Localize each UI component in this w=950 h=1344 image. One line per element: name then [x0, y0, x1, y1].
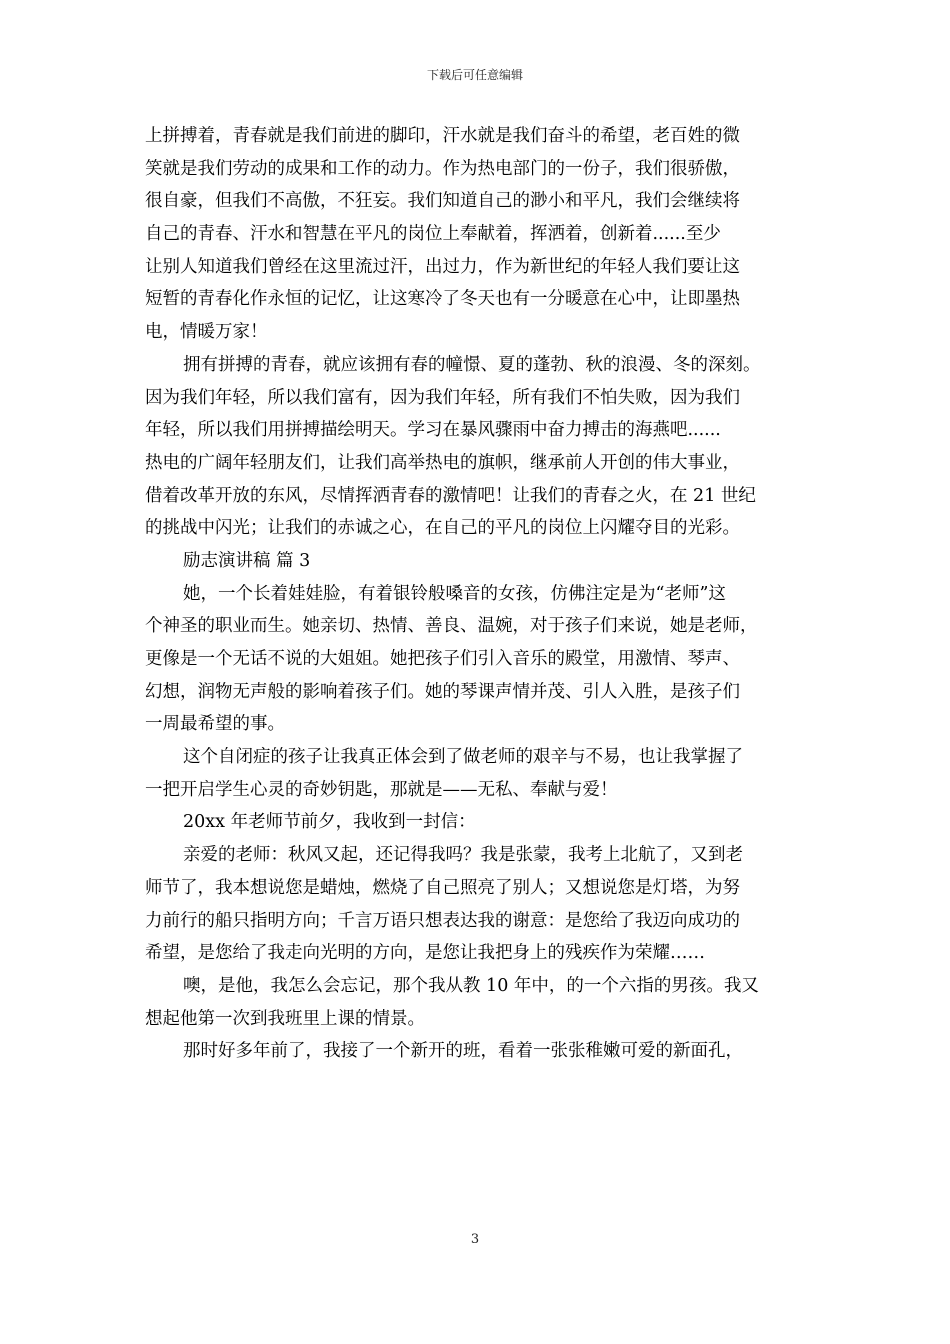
text-line: 电，情暖万家！: [145, 322, 268, 343]
text-line: 自己的青春、汗水和智慧在平凡的岗位上奉献着，挥洒着，创新着......至少: [145, 224, 721, 245]
text-line: 希望，是您给了我走向光明的方向，是您让我把身上的残疾作为荣耀……: [145, 943, 705, 964]
document-body: [145, 120, 815, 1068]
text-line: 一周最希望的事。: [145, 714, 285, 735]
text-line: 很自豪，但我们不高傲，不狂妄。我们知道自己的渺小和平凡，我们会继续将: [145, 191, 740, 212]
text-line: 亲爱的老师：秋风又起，还记得我吗？我是张蒙，我考上北航了，又到老: [183, 845, 743, 866]
text-line: 一把开启学生心灵的奇妙钥匙，那就是——无私、奉献与爱！: [145, 779, 618, 800]
text-line: 年轻，所以我们用拼搏描绘明天。学习在暴风骤雨中奋力搏击的海燕吧......: [145, 420, 721, 441]
text-line: 上拼搏着，青春就是我们前进的脚印，汗水就是我们奋斗的希望，老百姓的微: [145, 126, 740, 146]
page-header: 下载后可任意编辑: [426, 68, 523, 82]
text-line: 因为我们年轻，所以我们富有，因为我们年轻，所有我们不怕失败，因为我们: [145, 387, 740, 408]
text-line: 20xx 年老师节前夕，我收到一封信：: [183, 812, 476, 833]
text-line: 借着改革开放的东风，尽情挥洒青春的激情吧！让我们的青春之火，在 21 世纪: [145, 485, 756, 506]
text-line: 个神圣的职业而生。她亲切、热情、善良、温婉，对于孩子们来说，她是老师，: [145, 616, 758, 637]
text-line: 她，一个长着娃娃脸，有着银铃般嗓音的女孩，仿佛注定是为“老师”这: [183, 583, 726, 604]
text-line: 那时好多年前了，我接了一个新开的班，看着一张张稚嫩可爱的新面孔，: [183, 1041, 743, 1062]
text-line: 的挑战中闪光；让我们的赤诚之心，在自己的平凡的岗位上闪耀夺目的光彩。: [145, 518, 740, 539]
text-line: 幻想，润物无声般的影响着孩子们。她的琴课声情并茂、引人入胜，是孩子们: [145, 681, 740, 702]
page-number: 3: [470, 1232, 480, 1247]
text-line: 这个自闭症的孩子让我真正体会到了做老师的艰辛与不易，也让我掌握了: [183, 747, 743, 768]
text-line: 拥有拼搏的青春，就应该拥有春的幢憬、夏的蓬勃、秋的浪漫、冬的深刻。: [183, 354, 761, 375]
text-line: 励志演讲稿 篇 3: [183, 550, 311, 571]
text-line: 噢，是他，我怎么会忘记，那个我从教 10 年中，的一个六指的男孩。我又: [183, 975, 759, 996]
text-line: 想起他第一次到我班里上课的情景。: [145, 1008, 425, 1029]
text-line: 热电的广阔年轻朋友们，让我们高举热电的旗帜，继承前人开创的伟大事业，: [145, 452, 740, 473]
text-line: 力前行的船只指明方向；千言万语只想表达我的谢意：是您给了我迈向成功的: [145, 910, 740, 931]
text-line: 让别人知道我们曾经在这里流过汗，出过力，作为新世纪的年轻人我们要让这: [145, 256, 740, 277]
text-line: 师节了，我本想说您是蜡烛，燃烧了自己照亮了别人；又想说您是灯塔，为努: [145, 877, 740, 898]
text-line: 更像是一个无话不说的大姐姐。她把孩子们引入音乐的殿堂，用激情、琴声、: [145, 649, 740, 669]
text-line: 短暂的青春化作永恒的记忆，让这寒冷了冬天也有一分暖意在心中，让即墨热: [145, 289, 740, 310]
text-line: 笑就是我们劳动的成果和工作的动力。作为热电部门的一份子，我们很骄傲，: [145, 158, 740, 179]
